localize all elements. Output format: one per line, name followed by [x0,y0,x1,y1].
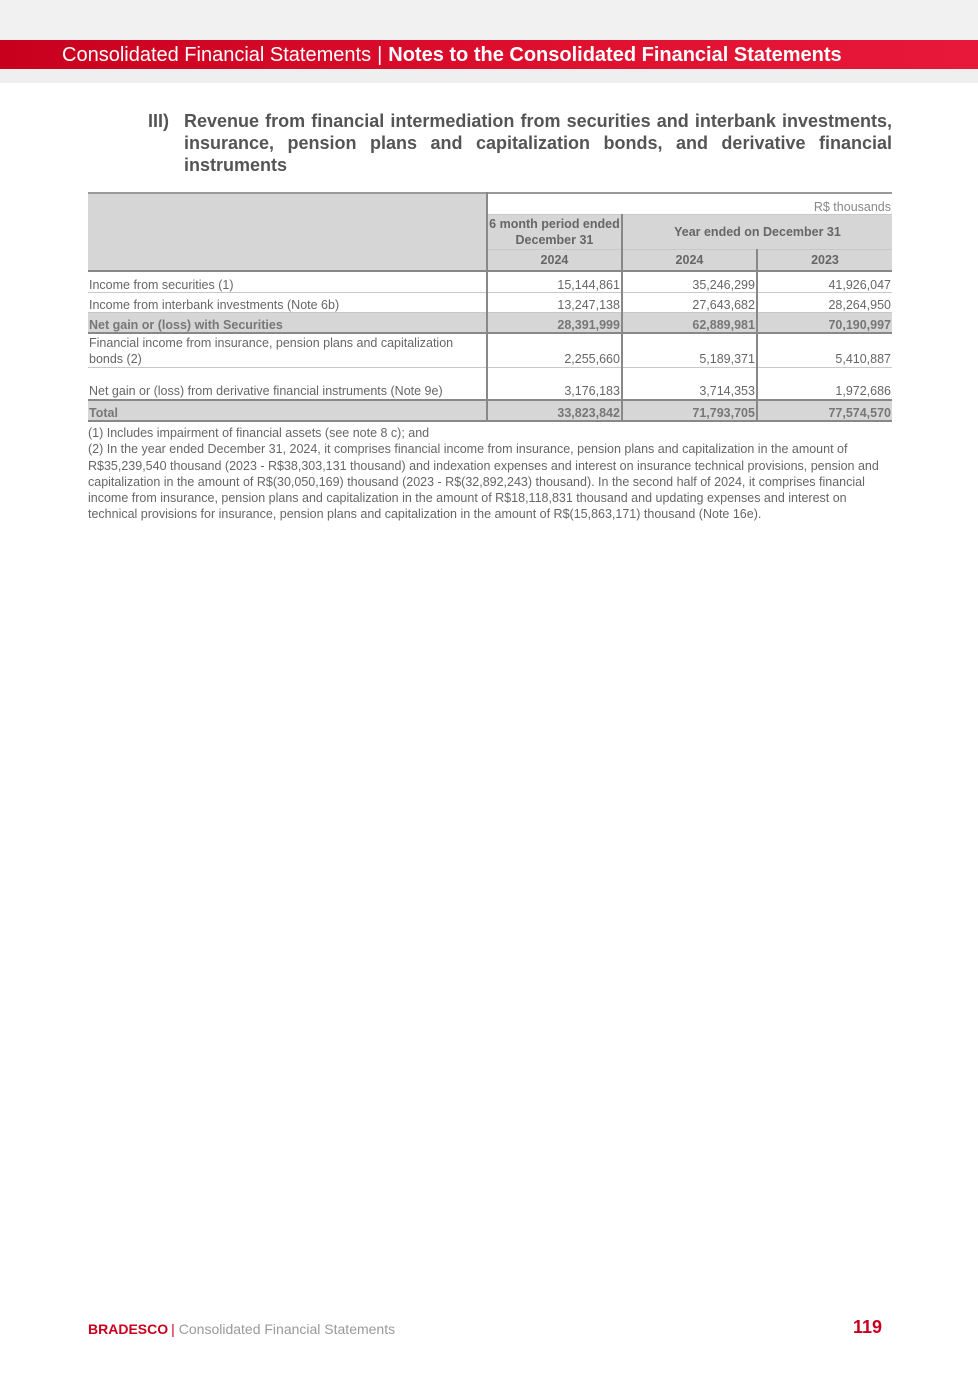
cell-value: 28,391,999 [487,312,622,333]
section-number: III) [148,111,169,131]
row-label: Income from securities (1) [88,271,487,292]
cell-value: 2,255,660 [487,333,622,367]
cell-value: 70,190,997 [757,312,892,333]
cell-value: 15,144,861 [487,271,622,292]
table-row [88,271,892,292]
cell-value: 77,574,570 [757,400,892,421]
column-group-6-month: 6 month period ended December 31 [487,215,622,250]
table-unit: R$ thousands [487,193,892,215]
table-row [88,292,892,312]
cell-value: 3,714,353 [622,367,757,400]
header-subsection: Notes to the Consolidated Financial Statements [388,44,842,66]
table-notes [88,425,892,523]
page-number: 119 [852,1317,882,1337]
cell-value: 5,410,887 [757,333,892,367]
section-title: Revenue from financial intermediation from securities and interbank investments, insurance, pension plans and capitalization bonds, and derivative financial instruments [184,111,892,175]
cell-value: 5,189,371 [622,333,757,367]
row-label: Financial income from insurance, pension plans and capitalization bonds (2) [88,333,487,367]
cell-value: 62,889,981 [622,312,757,333]
footnote: (1) Includes impairment of financial assets (see note 8 c); and [88,426,430,440]
footer-document: Consolidated Financial Statements [178,1321,396,1337]
top-margin [0,0,978,40]
header-shadow [0,69,978,83]
cell-value: 13,247,138 [487,292,622,312]
table-row [88,333,892,367]
table-row-total [88,400,892,421]
table-row [88,367,892,400]
revenue-table [88,192,892,422]
footer-separator: | [171,1321,175,1337]
column-year: 2023 [757,250,892,272]
cell-value: 71,793,705 [622,400,757,421]
header-separator: | [377,44,383,66]
row-label: Income from interbank investments (Note 6b) [88,292,487,312]
cell-value: 35,246,299 [622,271,757,292]
cell-value: 33,823,842 [487,400,622,421]
row-label: Net gain or (loss) from derivative financial instruments (Note 9e) [88,367,487,400]
cell-value: 27,643,682 [622,292,757,312]
footnote: (2) In the year ended December 31, 2024, it comprises financial income from insurance, pension plans and capitalization in the amount of R$35,239,540 thousand (2023 - R$38,303,131 thousand) and indexation expenses and interest on insurance technical provisions, pension and capitalization in the amount of R$(30,050,169) thousand (2023 - R$(32,892,243) thousand). In the second half of 2024, it comprises financial income from insurance, pension plans and capitalization in the amount of R$18,118,831 thousand and updating expenses and interest on technical provisions for insurance, pension plans and capitalization in the amount of R$(15,863,171) thousand (Note 16e). [88,442,879,522]
cell-value: 28,264,950 [757,292,892,312]
column-year: 2024 [622,250,757,272]
table-row-subtotal [88,312,892,333]
column-year: 2024 [487,250,622,272]
header-section: Consolidated Financial Statements [62,44,372,66]
row-label: Net gain or (loss) with Securities [88,312,487,333]
page-footer [88,1320,395,1338]
column-group-year: Year ended on December 31 [622,215,892,250]
footer-brand: BRADESCO [88,1321,169,1337]
cell-value: 1,972,686 [757,367,892,400]
cell-value: 3,176,183 [487,367,622,400]
table-header-blank [88,193,487,271]
row-label: Total [88,400,487,421]
cell-value: 41,926,047 [757,271,892,292]
page-header [62,43,842,67]
